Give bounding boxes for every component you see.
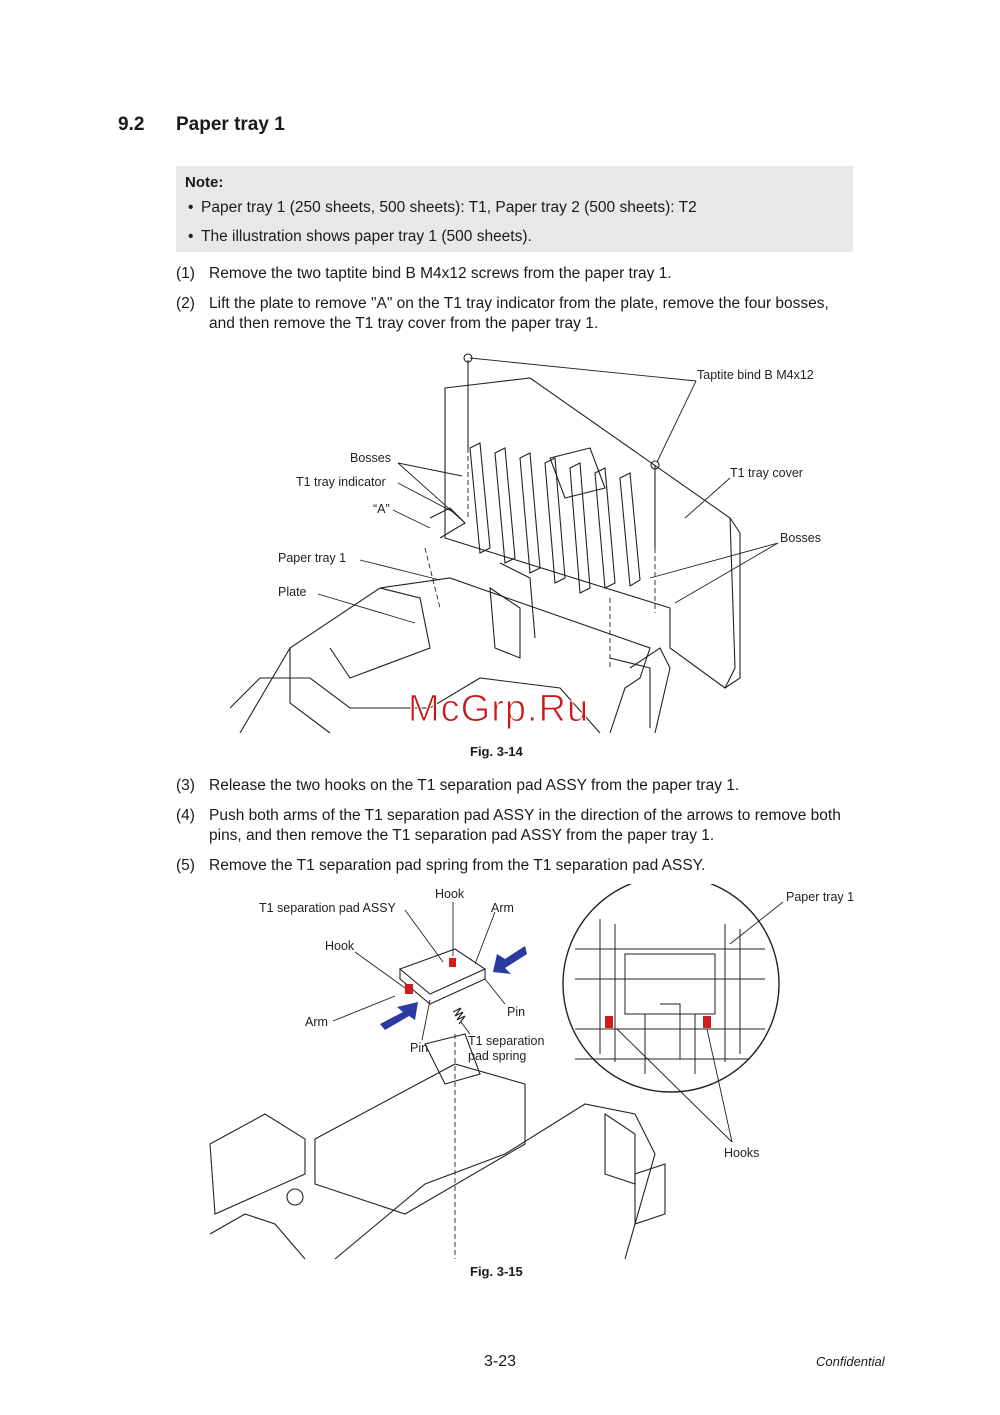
step-number: (3) <box>176 777 195 794</box>
watermark: McGrp.Ru <box>408 688 590 730</box>
note-item-text: The illustration shows paper tray 1 (500 sheets). <box>201 228 532 245</box>
step-2 <box>176 294 846 334</box>
label-spring-2: pad spring <box>468 1049 527 1063</box>
figure-3-14 <box>230 348 850 738</box>
step-number: (4) <box>176 807 195 824</box>
step-number: (1) <box>176 265 195 282</box>
label-arm-left: Arm <box>305 1015 328 1029</box>
step-5 <box>176 856 866 876</box>
confidential-label: Confidential <box>816 1354 885 1369</box>
step-3 <box>176 776 866 796</box>
figure-3-15 <box>205 884 870 1264</box>
figure-caption: Fig. 3-14 <box>470 744 523 759</box>
note-item: • Paper tray 1 (250 sheets, 500 sheets): T1, Paper tray 2 (500 sheets): T2 <box>188 199 697 216</box>
label-tray-cover: T1 tray cover <box>730 466 803 480</box>
label-pin-right: Pin <box>507 1005 526 1019</box>
label-plate: Plate <box>278 585 307 599</box>
section-heading <box>118 114 285 136</box>
zoom-circle <box>563 884 779 1092</box>
label-assy: T1 separation pad ASSY <box>259 901 396 915</box>
note-box <box>176 166 853 252</box>
step-1 <box>176 264 866 284</box>
label-paper-tray: Paper tray 1 <box>278 551 347 565</box>
label-hook-left: Hook <box>325 939 355 953</box>
step-text: Release the two hooks on the T1 separation pad ASSY from the paper tray 1. <box>209 777 740 794</box>
step-text: Push both arms of the T1 separation pad ASSY in the direction of the arrows to remove both pins, and then remove the T1 separation pad ASSY from the paper tray 1. <box>209 807 841 844</box>
note-item-text: Paper tray 1 (250 sheets, 500 sheets): T1, Paper tray 2 (500 sheets): T2 <box>201 199 697 216</box>
step-text: Remove the T1 separation pad spring from the T1 separation pad ASSY. <box>209 857 706 874</box>
label-hook-top: Hook <box>435 887 465 901</box>
push-arrow <box>380 1002 418 1030</box>
hook-marker <box>703 1016 711 1028</box>
hook-marker <box>605 1016 613 1028</box>
label-tray-indicator: T1 tray indicator <box>296 475 386 489</box>
label-a: “A” <box>373 502 390 516</box>
step-number: (5) <box>176 857 195 874</box>
hook-marker <box>449 958 456 967</box>
tray-drawing <box>230 354 740 733</box>
page-number: 3-23 <box>484 1353 517 1370</box>
section-title: Paper tray 1 <box>176 114 285 135</box>
note-title: Note: <box>185 174 224 191</box>
push-arrow <box>493 946 527 974</box>
hook-marker <box>405 984 413 994</box>
label-arm-top: Arm <box>491 901 514 915</box>
step-text: Lift the plate to remove "A" on the T1 tray indicator from the plate, remove the four bosses, and then remove the T1 tray cover from the paper tray 1. <box>209 295 829 332</box>
step-text: Remove the two taptite bind B M4x12 screws from the paper tray 1. <box>209 265 672 282</box>
section-number: 9.2 <box>118 114 145 135</box>
label-spring-1: T1 separation <box>468 1034 545 1048</box>
label-hooks: Hooks <box>724 1146 760 1160</box>
step-number: (2) <box>176 295 195 312</box>
label-screw: Taptite bind B M4x12 <box>697 368 814 382</box>
label-bosses-right: Bosses <box>780 531 821 545</box>
step-4 <box>176 806 866 846</box>
label-pin-left: Pin <box>410 1041 429 1055</box>
label-bosses-left: Bosses <box>350 451 391 465</box>
note-item: • The illustration shows paper tray 1 (500 sheets). <box>188 228 532 245</box>
label-paper-tray: Paper tray 1 <box>786 890 855 904</box>
figure-caption: Fig. 3-15 <box>470 1264 523 1279</box>
